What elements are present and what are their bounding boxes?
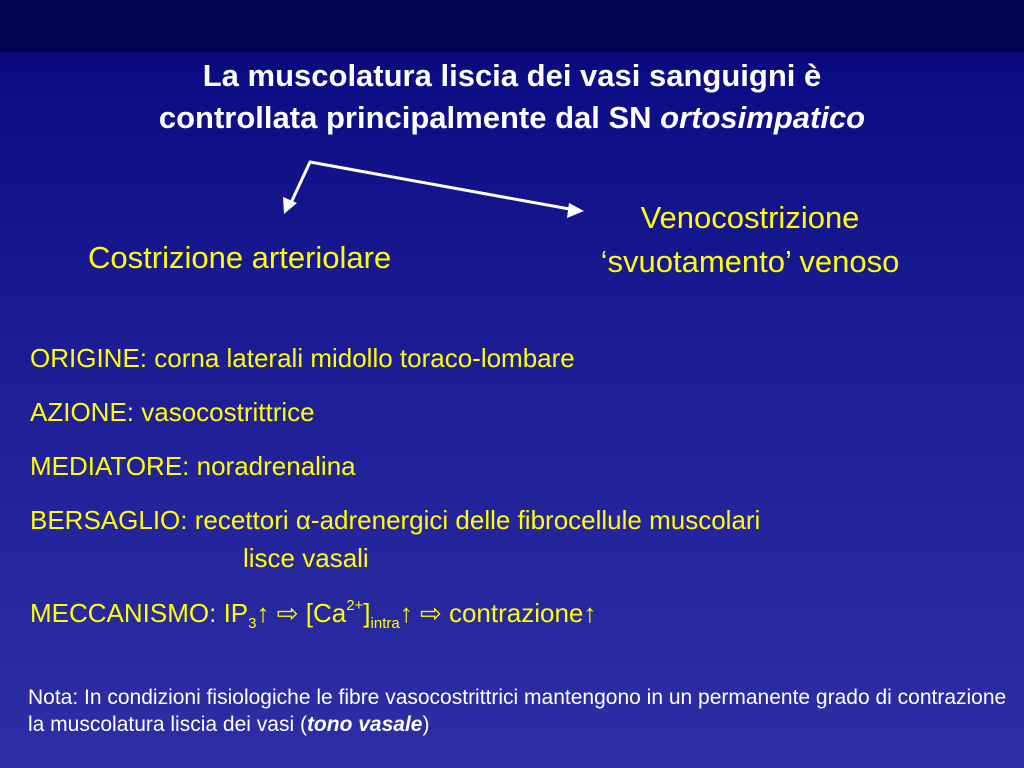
branch-right-line2: ‘svuotamento’ venoso — [600, 244, 900, 279]
fact-target-line2: lisce vasali — [243, 543, 369, 573]
footnote-emphasis: tono vasale — [306, 713, 423, 736]
arrow-left-head — [283, 197, 297, 214]
footnote-text: Nota: In condizioni fisiologiche le fibre vasocostrittrici mantengono in un permanente grado di contrazione la muscolatura liscia dei vasi ( — [28, 686, 1007, 736]
top-band — [0, 0, 1024, 52]
branch-right-line1: Venocostrizione — [640, 200, 860, 235]
slide-title-line2: controllata principalmente dal SN — [158, 100, 661, 135]
fact-target — [30, 504, 760, 536]
mech-intra-subscript: intra — [370, 615, 400, 632]
fact-mediator: MEDIATORE: noradrenalina — [30, 451, 356, 481]
mech-ip3-subscript: 3 — [248, 615, 257, 632]
branch-venoconstriction — [545, 196, 955, 284]
mech-part4: ↑ ⇨ contrazione↑ — [399, 598, 597, 628]
arrow-right-shaft — [310, 162, 575, 210]
slide-title — [0, 55, 1024, 139]
mech-part1: MECCANISMO: IP — [30, 598, 249, 628]
fact-origin: ORIGINE: corna laterali midollo toraco-lombare — [30, 343, 575, 373]
branch-arteriolar-constriction: Costrizione arteriolare — [88, 240, 392, 275]
fact-action: AZIONE: vasocostrittrice — [30, 397, 315, 427]
mech-part2: ↑ ⇨ [Ca — [256, 598, 347, 628]
slide-title-line1: La muscolatura liscia dei vasi sanguigni è — [202, 58, 822, 93]
arrow-left-shaft — [290, 162, 310, 205]
mech-part3: ] — [363, 598, 371, 628]
alpha-symbol: α — [295, 505, 311, 535]
mech-ca-superscript: 2+ — [346, 597, 364, 614]
footnote — [28, 684, 1008, 738]
slide-title-emphasis: ortosimpatico — [660, 100, 866, 135]
fact-target-suffix: -adrenergici delle fibrocellule muscolari — [310, 505, 761, 535]
footnote-close: ) — [422, 713, 430, 736]
fact-target-prefix: BERSAGLIO: recettori — [30, 505, 296, 535]
fact-mechanism — [30, 590, 596, 640]
